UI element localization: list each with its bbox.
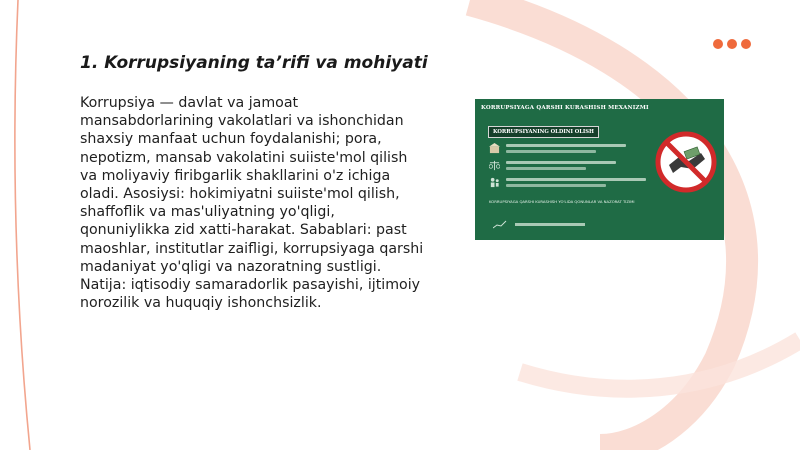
poster-footer: KORRUPSIYAGA QARSHI KURASHISH YO'LIDA QONUNLAR VA NAZORAT TIZIMI [489, 199, 635, 204]
people-icon [489, 177, 500, 188]
poster-row [489, 177, 646, 188]
poster-subtitle: KORRUPSIYANING OLDINI OLISH [488, 126, 599, 138]
poster-row [493, 220, 585, 229]
poster-row [489, 143, 626, 154]
building-icon [489, 143, 500, 154]
menu-dots-icon [713, 39, 751, 49]
dot [727, 39, 737, 49]
poster-title: KORRUPSIYAGA QARSHI KURASHISH MEXANIZMI [481, 105, 649, 111]
no-bribery-sign-icon [655, 131, 717, 193]
poster-row [489, 160, 616, 171]
slide-body-text: Korrupsiya — davlat va jamoat mansabdorlarining vakolatlari va ishonchidan shaxsiy manfaat uchun foydalanishi; pora, nepotizm, mansab vakolatini suiiste'mol qilish va moliyaviy firibgarlik shakllarini o'z ichiga oladi. Asosiysi: hokimiyatni suiiste'mol qilish, shaffoflik va mas'uliyatning yo'qligi, qonuniylikka zid xatti-harakat. Sabablari: past maoshlar, institutlar zaifligi, korrupsiyaga qarshi madaniyat yo'qligi va nazoratning sustligi. Natija: iqtisodiy samaradorlik pasayishi, ijtimoiy norozilik va huquqiy ishonchsizlik. [80, 95, 424, 312]
dot [741, 39, 751, 49]
anti-corruption-poster-image [475, 99, 724, 240]
slide-title: 1. Korrupsiyaning ta’rifi va mohiyati [80, 53, 428, 73]
balance-scale-icon [489, 160, 500, 171]
dot [713, 39, 723, 49]
chart-icon [493, 220, 507, 229]
